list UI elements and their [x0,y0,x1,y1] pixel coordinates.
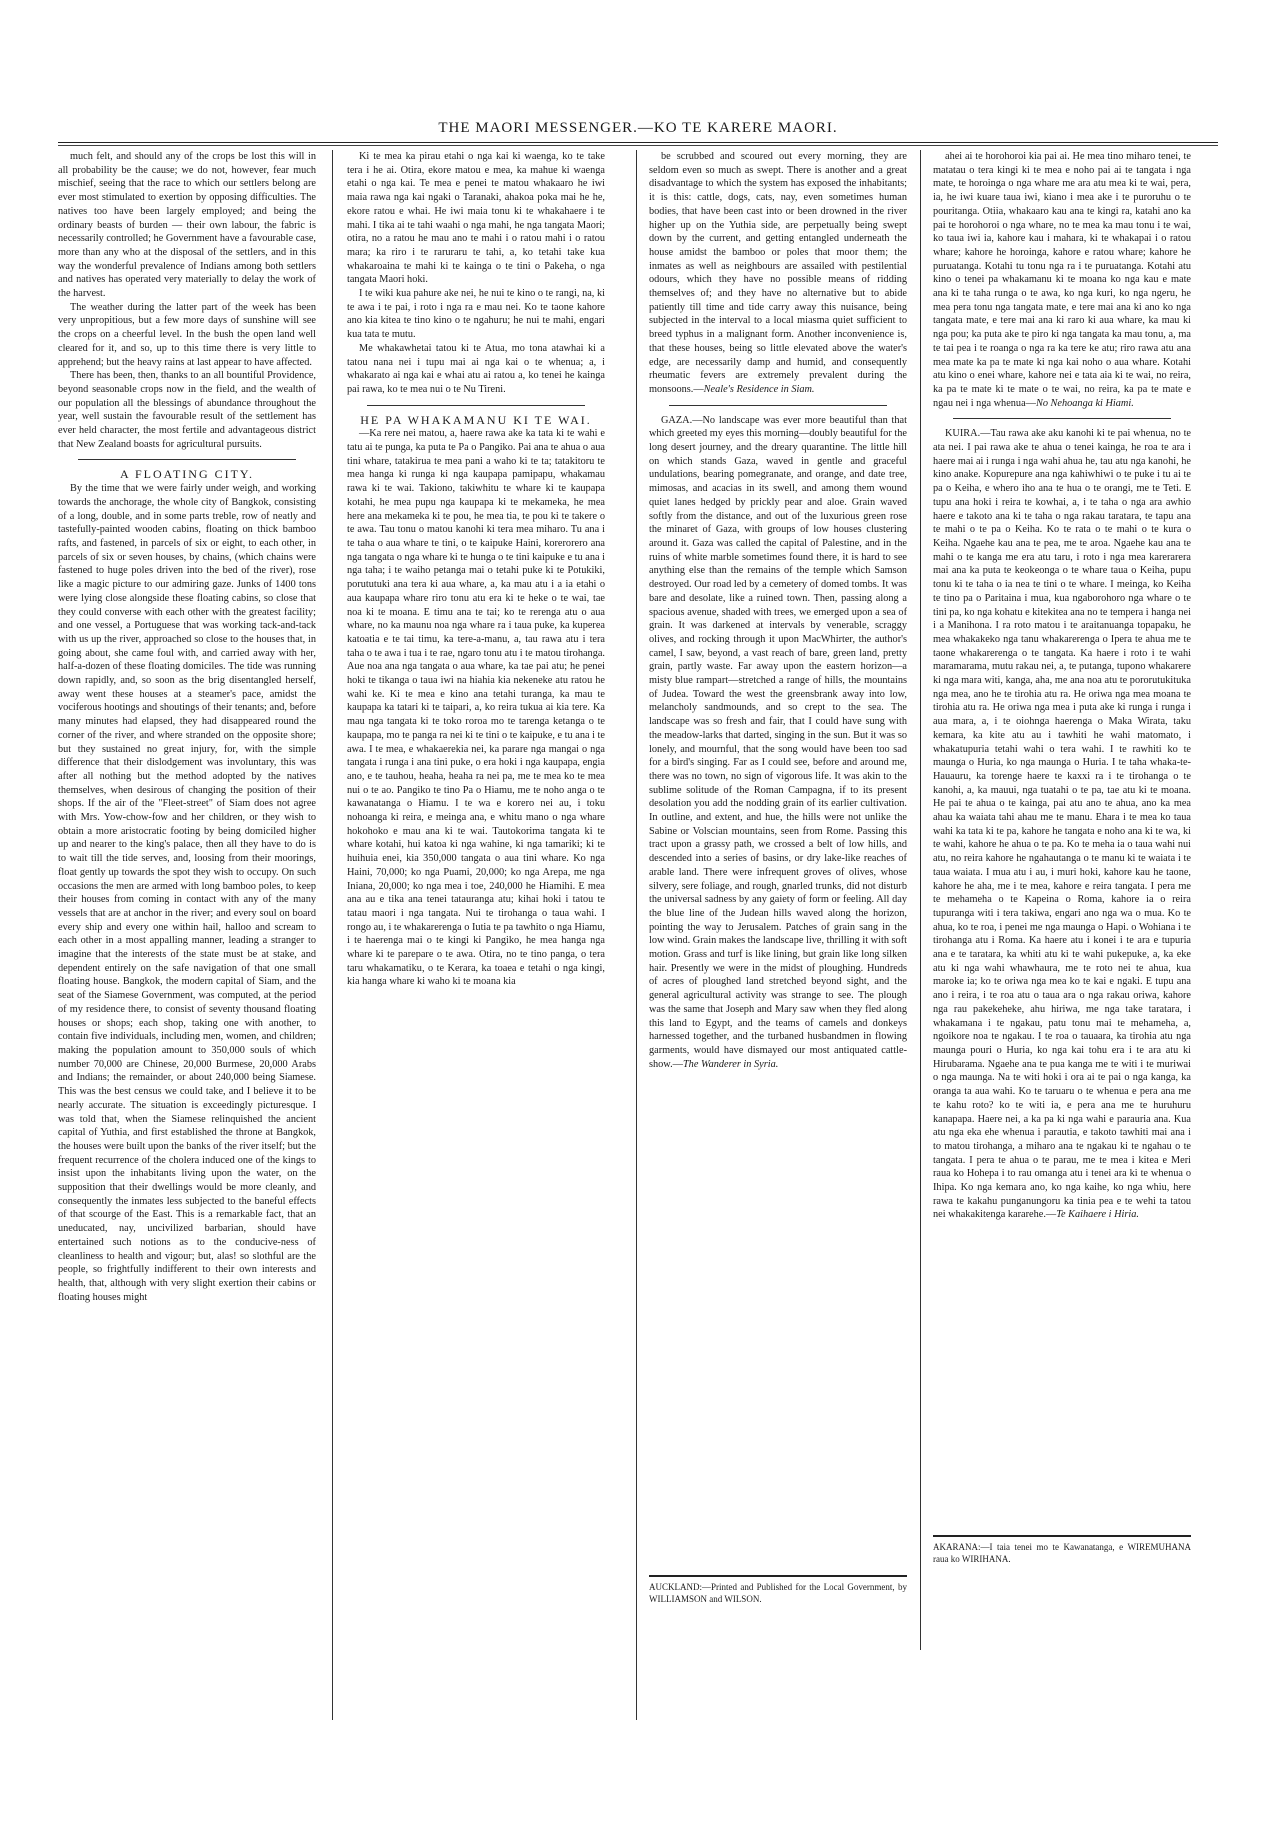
masthead: THE MAORI MESSENGER.—KO TE KARERE MAORI. [438,120,838,136]
newspaper-page [58,120,1218,1680]
paragraph-text: —Tau rawa ake aku kanohi ki te pai whenua, no te ata nei. I pai rawa ake te ahua o tenei kainga, he roa te ara i haere mai ai i runga i nga wahi ahua he, tau atu nga kanohi, he kino anake. Kopurepure ana nga kahiwhiwi o te puke i tu ai te pa o Keiha, e whero iho ana te hua o te orangi, me te Teti. E tupu ana hoki i reira te kowhai, a, i te taha o nga ara awhio haere e takoto ana ki te taha o nga rakau taratara, te tapu ana te mahi o te pa o Keiha. Ko te rata o te mahi o te kura o Keiha. Ngaehe kau ana te pea, me te aroa. Ngaehe kau ana te mahi o te kanga me era atu taru, i roto i nga mea karerarera mai ana ka puta te keokeonga o te whare taua o Keiha, pupu tonu ki te taha o ia nea te tini o te whare. I meinga, ko Keiha te tino pa o Paritaina i mua, kua ngaborohoro nga whare o te tini pa, ko nga kohatu e kitekitea ana no te tempera i hanga nei i a Manihona. I ra roto matou i te araitanuanga topapaku, he mea whakakeko nga tanu whakarerenga o Ipera te ahua me te taone whakarerenga o te tangata. Ka haere i roto i te wahi maramarama, mutu rakau nei, a, te putanga, tupono whakarere ki nga mara witi, kanga, aha, me ana noa atu te pororutukituka nga mea, ano he te tirohia atu ra. He oriwa nga mea moana te tirohia atu ra. He oriwa nga mea i puta ake ki runga i runga i aua mara, a, i te oiohnga haerenga o Maka Wirata, taku kemara, ka kite atu au i tawhiti he wahi matomato, i whakatupuria tetahi wahi o tera wahi. I te rawhiti ko te maunga o Huria, ko nga maunga o Huria. I te taha whaka-te-Hauauru, ka torenge haere te kaxxi ra i te tirohanga o te kanohi, a, ka mauui, nga tuatahi o te pa, tae atu ki te moana. He pai te ahua o te kainga, pai atu ano te ahua, ano ka mea ahau ka waiata tahi ahau me te manu. Ehara i te mea ko taua wahi ka tata ki te pa, kahore he tangata e noho ana ki te wa, ki te wahi, kahore he ahua o te pa. Ko te meha ia o taua wahi nui atu, no reira kahore he ngahautanga o te manu ki te waiata i te taua waiata. I mua atu i au, i muri hoki, kahore kau he taone, kahore he aha, me i te mea, kahore e reira tangata. I pera me te mehameha o te Kapeina o Roma, kahore ia o reira tupuranga witi i tera takiwa, engari ano nga wa o mua. Ko te ahua, ko te roa, i penei me nga maunga o Hapi. o Wohiana i te tirohanga atu i Roma. Ka haere atu i konei i te ara e tupuria ana e te taratara, ka whiti atu ki te wahi pukepuke, a, ka eke atu ki nga wahi whawhaura, me te roto nei te ahua, kua maroke ia; ko te oriwa nga mea ko te kai e ngaki. E tupu ana ano i reira, i te roa atu o taua ara o nga rakau oriwa, kahore nga rau pakekeheke, ahu hiriwa, me nga take taratara, i whakamana i te ngakau, patu tonu mai te mehameha, a, ngoikore noa te ngakau. I te roa o tauaara, ka tirohia atu nga maunga pouri o Huria, ko nga kai tohu era i te ara atu ki Hirubarama. Ngaehe ana te pua kanga me te witi i te muriwai o nga maunga. Na te witi hoki i ora ai te pai o nga kanga, ka oranga ta aua wahi. Ko te taruaru o te whenua e pera ana me te kahu roto? ko te witi ia, e pera ana me te huruhuru kanapapa. Haere nei, a ka pa ki nga wahi e parauria ana. Kua atu nga eka ehe whenua i parautia, e takoto tawhiti mai ana i to matou tirohanga, a miharo ana te ngakau ki te ngahau o te tangata. I pera te ahua o te parau, me te mea i kitea e Meri raua ko Hohepa i to rau omanga atu i tenei ara ki te whenua o Ihipa. Ko nga kemara ano, ko nga kaihe, ko nga whiu, here rawa te kakahu punganungoru ka tinia pea e te wehi ta tatou nei whakakitenga kararehe.— [933,428,1191,1221]
divider [669,405,887,406]
column-2 [347,150,605,1720]
paragraph: much felt, and should any of the crops be lost this will in all probability be the cause; we do not, however, fear much mischief, seeing that the race to which our settlers belong are ever most stimulated to exertion by opposing difficulties. The natives too have been largely employed; and being the ordinary beasts of burden — their own labour, the fabric is necessarily controlled; he Government have a favourable case, more than any who at the disposal of the settlers, and in this way the wonderful prevalence of Indians among both settlers and natives has operated very materially to delay the work of the harvest. [58,151,316,300]
signature: Neale's Residence in Siam. [703,383,815,395]
imprint-english [649,1575,907,1605]
divider [953,418,1171,419]
column-rule [636,150,637,1720]
paragraph: Me whakawhetai tatou ki te Atua, mo tona atawhai ki a tatou nana nei i tupu mai ai nga kai o te whenua; a, i whakarato ai nga kai e whai atu ai ratou a, ko tenei he kainga pai rawa, ko te mea nui o te Nu Tireni. [347,342,605,395]
paragraph: Ki te mea ka pirau etahi o nga kai ki waenga, ko te take tera i he ai. Otira, ekore matou e mea, ka mahue ki waenga etahi o nga kai. Te mea e penei te matou whakaaro he iwi maia rawa nga kai ngaki o Taranaki, ahakoa poka mai he he, ekore ratou e whai. He iwi maia tonu ki te whakahaere i te mahi. I tika ai te tahi waahi o nga mahi, he nga tangata Maori; otira, no a ratou he mau ano te mahi i o ratou mahi i o ratou mara; ka riro i te raruraru te tahi, a, ko tetahi take kua whakaroaina te mahi ki te kainga o te tini o Pakeha, o nga tangata Maori hoki. [347,151,605,286]
article-lead-kuira: KUIRA. [945,428,981,440]
paragraph-text: be scrubbed and scoured out every morning, they are seldom even so much as swept. There is another and a great disadvantage to which the system has exposed the inhabitants; it is this: cattle, dogs, cats, nay, even sometimes human bodies, that have been cast into or been drowned in the river higher up on the Yuthia side, are perpetually being swept down by the current, and getting entangled underneath the house amidst the bamboo or poles that moor them; the inmates as well as neighbours are assailed with pestilential odours, which they have no possible means of ridding themselves of; and they have no alternative but to abide patiently till time and tide carry away this nuisance, being subjected in the interval to a local miasma quiet sufficient to breed typhus in a malignant form. Another inconvenience is, that these houses, being so little elevated above the water's edge, are necessarily damp and humid, and consequently rheumatic fevers are extremely prevalent during the monsoons.— [649,151,907,395]
imprint-rule [933,1535,1191,1537]
article-heading-floating-city: A FLOATING CITY. [119,467,255,482]
paragraph: —Ka rere nei matou, a, haere rawa ake ka tata ki te wahi e tatu ai te punga, ka puta te Pa o Pangiko. Pai ana te ahua o aua tini whare, tatakirua te mea pani a waho ki te ta; tatakitoru te mea hanga ki runga ki nga kaupapa pamipapu, whakamau rawa ki te wai. Takiono, takiwhitu te whare ki te kaupapa kotahi, he mea pupu nga kaupapa ki te mekameka, he mea here ana mekameka ki te pou, he mea tia, te pou ki te takere o te awa. Tau tonu o matou kanohi ki tera mea miharo. Tu ana i te taha o aua whare te tini, o te kaipuke Haini, korerorero ana nga tangata o nga whare ki te hunga o te tini kaipuke e tu ana i nga taha; i te waiho petanga mai o tetahi puke ki te Potukiki, porututuki ana tera ki aua whare, a, ka mau atu i a ia etahi o aua kaupapa whare riro tonu atu era ki te heke o te wai, tae noa ki te moana. E timu ana te tai; ko te rerenga atu o aua whare, no ka maunu noa nga whare ra i taua puke, ka kuperea katoatia e te tai timu, ka tere-a-manu, a, tau rawa atu i tera taha o te awa i tua i te rae, ngaro tonu atu i te matou tirohanga. Aue noa ana nga tangata o aua whare, ka tae pai atu; he penei hoki te tikanga o taua iwi na hiahia kia nekeneke atu ratou he wahi ke. Ki te mea e kino ana tetahi turanga, ka mau te kaupapa ka tatari ki te taipari, a, ko reira tukua ai kia tere. Ka mau nga tangata ki te toko roroa mo te tarenga ketanga o te kaupapa, mo te panga ra nei ki te tini o te kaipuke, e tu ana i te awa. I te mea, e whakaerekia nei, ka parare nga mangai o nga tangata i runga i ana tini puke, o era hoki i nga kaupapa, engia ano, e te tauhou, heaha, heaha ra nei pa, me te mea ko te mea nui o te ao. Pangiko te tino Pa o Hiamu, me te noho anga o te kawanatanga o Hiamu. I te wa e korero nei au, i toku nohoanga ki reira, e meinga ana, e whitu mano o nga whare hokohoko e mau ana ki te wai. Tautokorima tangata ki te whare kotahi, hui katoa ki nga wahine, ki nga tamariki; ki te huihuia enei, kia 350,000 tangata o aua tini whare. Ko nga Haini, 70,000; ko nga Puami, 20,000; ko nga Arepa, me nga Iniana, 20,000; ko nga mea i toe, 240,000 he Hiamihi. E mea ana au e tika ana tenei tatauranga atu; kihai hoki i tatou te tatau maori i nga tangata. Nui te tirohanga o taua wahi. I rongo au, i te whakarerenga o Iutia te pa tawhito o nga Hiamu, i te haerenga mai o te kingi ki Pangiko, he mea hanga nga whare ki te parepare o te awa. Otira, no te tino panga, o tera taru whakamatiku, o te Kerara, ka toaea e tetahi o nga kingi, kia hanga whare ki waho ki te moana kia [347,428,605,988]
article-heading-pa-whakamanu: HE PA WHAKAMANU KI TE WAI. [360,412,592,427]
paragraph: I te wiki kua pahure ake nei, he nui te kino o te rangi, na, ki te awa i te pai, i roto i nga ra e mau nei. Ko te taone kahore ano kia kitea te tino kino o te ngahuru; he nui te mahi, engari kua tata te mutu. [347,288,605,341]
paragraph: There has been, then, thanks to an all bountiful Providence, beyond seasonable crops now in the field, and the wealth of our population all the blessings of abundance throughout the year, well sustain the favourable result of the settlement has ever held character, the most fertile and advantageous district that New Zealand boasts for agricultural pursuits. [58,370,316,450]
paragraph [649,414,907,1072]
paragraph: The weather during the latter part of the week has been very unpropitious, but a few more days of sunshine will see the crops on a cheerful level. In the bush the open land well cleared for it, and so, up to this time there is very little to apprehend; but the heavy rains at last appear to have affected. [58,301,316,368]
column-4 [933,150,1191,1520]
imprint-text: AKARANA:—I taia tenei mo te Kawanatanga, e WIREMUHANA raua ko WIRIHANA. [933,1542,1191,1564]
column-rule [920,150,921,1650]
column-rule [332,150,333,1720]
paragraph: By the time that we were fairly under weigh, and working towards the anchorage, the whole city of Bangkok, consisting of a long, double, and in some parts treble, row of neatly and tastefully-painted wooden cabins, floating on thick bamboo rafts, and fastened, in parcels of six or eight, to each other, in parcels of six or seven houses, by chains, (which chains were fastened to huge poles driven into the bed of the river), rose like a magic picture to our admiring gaze. Junks of 1400 tons were lying close alongside these floating cabins, so close that they could converse with each other with the greatest facility; and one vessel, a Portuguese that was working tack-and-tack with us up the river, approached so close to the houses that, in going about, she came foul with, and carried away with her, half-a-dozen of these floating domiciles. The tide was running down rapidly, and, so soon as the brig disentangled herself, away went these houses at a steamer's pace, amidst the vociferous hootings and shoutings of their tenants; and, before many minutes had elapsed, they had disappeared round the corner of the river, and where stranded on the opposite shore; but they sustained no great injury, for, with the simple difference that their dislodgement was involuntary, this was after all nothing but the method adopted by the natives themselves, when desirous of changing the position of their shops. If the air of the "Fleet-street" of Siam does not agree with Mrs. Yow-chow-fow and her children, or they wish to obtain a more aristocratic footing by being domiciled higher up and nearer to the king's palace, then all they have to do is to wait till the tide serves, and, loosing from their moorings, float gently up towards the spot they wish to occupy. On such occasions the men are armed with long bamboo poles, to keep their houses from coming in contact with any of the many vessels that are at anchor in the river; and every soul on board every ship and every one within hail, halloo and scream to each other in a most appalling manner, leading a stranger to imagine that the interests of the state must be at stake, and dependent entirely on the safe navigation of that one small floating house. Bangkok, the modern capital of Siam, and the seat of the Siamese Government, was computed, at the period of my residence there, to consist of seventy thousand floating houses or shops; each shop, taking one with another, to contain five individuals, including men, women, and children; making the population amount to 350,000 souls of which number 70,000 are Chinese, 20,000 Burmese, 20,000 Arabs and Indians; the remainder, or about 240,000 being Siamese. This was the best census we could take, and I believe it to be nearly accurate. The situation is exceedingly picturesque. I was told that, when the Siamese relinquished the ancient capital of Yuthia, and first established the throne at Bangkok, the houses were built upon the banks of the river itself; but the frequent recurrence of the cholera induced one of the kings to insist upon the inhabitants living upon the water, on the supposition that their dwellings would be more cleanly, and consequently the inmates less subjected to the baneful effects of that scourge of the East. This is a remarkable fact, that an uneducated, nay, uncivilized barbarian, should have entertained such notions as to the conducive-ness of cleanliness to health and vigour; but, alas! so slothful are the people, so frightfully indifferent to their own interests and health, that, although with very slight exertion their cabins or floating houses might [58,483,316,1303]
article-lead-gaza: GAZA. [661,414,693,426]
divider [78,459,296,460]
imprint-text: AUCKLAND:—Printed and Published for the Local Government, by WILLIAMSON and WILSON. [649,1582,907,1604]
paragraph [933,150,1191,410]
paragraph-text: —No landscape was ever more beautiful than that which greeted my eyes this morning—doubly beautiful for the long desert journey, and the dreary quarantine. The little hill on which stands Gaza, waved in gentle and graceful undulations, bearing pomegranate, and orange, and date tree, mimosas, and acacias in its swell, and among them wound quiet lanes hedged by prickly pear and aloe. Grain waved softly from the distance, and out of the luxurious green rose the minaret of Gaza, with groups of low houses clustering around it. Gaza was called the capital of Palestine, and in the ruins of white marble sometimes found there, it is hard to see anything else than the remains of the temple which Samson destroyed. Our road led by a cemetery of domed tombs. It was bare and desolate, like a ruined town. Then, passing along a spacious avenue, shaded with trees, we emerged upon a sea of grain. It was darkened at intervals by venerable, scraggy olives, and rocking through it upon MacWhirter, the author's camel, I saw, beyond, a vast reach of bare, green land, pretty grain, partly waste. Far away upon the eastern horizon—a misty blue rampart—stretched a range of hills, the mountains of Judea. Toward the west the greensbrank away into low, melancholy sandmounds, and so crept to the sea. The landscape was so fresh and fair, that I could have sung with the meadow-larks that darted, singing in the sun. But it was so lonely, and mournful, that the song would have been too sad for a bird's singing. Far as I could see, before and around me, there was no town, no sign of vigorous life. It was akin to the sublime solitude of the Roman Campagna, if to its present desolation you add the nodding grain of its earlier cultivation. In outline, and extent, and hue, the hills were not unlike the Sabine or Volscian mountains, seen from Rome. Passing this tract upon a grassy path, we crossed a belt of low hills, and descended into a series of basins, or dry lake-like reaches of arable land. There were infrequent groves of olives, whose silvery, sere foliage, and rough, gnarled trunks, did not disturb the universal sadness by any gaiety of form or feeling. All day the blue line of the Judean hills waved along the horizon, pointing the way to Jerusalem. Patches of grain sang in the low wind. Grain makes the landscape live, thrilling it with soft motion. Grass and turf is like lining, but grain like long silken hair. Presently we were in the midst of ploughing. Hundreds of acres of ploughed land stretched beyond sight, and the general agricultural activity was strange to see. The plough was the same that Joseph and Mary saw when they fled along this land to Egypt, and the teams of camels and donkeys harnessed together, and the turbaned husbandmen in flowing garments, would have dismayed our most antiquated cattle-show.— [649,414,907,1070]
masthead-rule [58,142,1218,143]
column-3 [649,150,907,1560]
masthead-rule-secondary [58,145,1218,146]
signature: No Nehoanga ki Hiami. [1035,397,1134,409]
paragraph [933,427,1191,1222]
imprint-rule [649,1575,907,1577]
paragraph-text: ahei ai te horohoroi kia pai ai. He mea tino miharo tenei, te matatau o tera kingi ki te mea e noho pai ai te tangata i nga mate, te horoinga o nga whare me ara atu mea ki te wai, pera, ia, he iwi kuare taua iwi, kiano i mea ake i te puroruhu o te pouritanga. Otiia, whakaaro kau ana te kingi ra, katahi ano ka pai te horohoroi o nga whare, no te mea ka mau tonu i te wai, ko taua iwi ia, kahore kau i mahara, ki te whakapai i o ratou whare; kahore he horoinga, kahore e ratou whare; kahore he puruatanga. Kotahi tu tonu nga ra i te puruatanga. Kotahi atu kino o tenei pa whakamanu ki te moana ko nga kau e mate ana ki te taha runga o te awa, ko nga kuri, ko nga ngeru, he mea pera tonu nga tangata mate, e tere mai ana ki ano ko nga tangata mate, e tere mai ana ki raro ki aua whare, ka mau ki nga pou; ka puta ake te piro ki nga tangata ka mau tonu, a, ma te tai pea i te roanga o nga ra ka tere ke atu; riro rawa atu ana mea mate ka pa te mate ki nga kai noho o aua whare. Kotahi atu kino o enei whare, kahore nei e tata aia ki te wai, no reira, ka pa te mate ki te mate o te wai, no reira, ka pa te mate e ngau nei i nga whenua— [933,151,1191,409]
paragraph [649,150,907,397]
signature: The Wanderer in Syria. [682,1058,779,1070]
imprint-maori [933,1535,1191,1565]
column-1 [58,150,316,1720]
divider [367,405,585,406]
signature: Te Kaihaere i Hiria. [1056,1209,1139,1221]
